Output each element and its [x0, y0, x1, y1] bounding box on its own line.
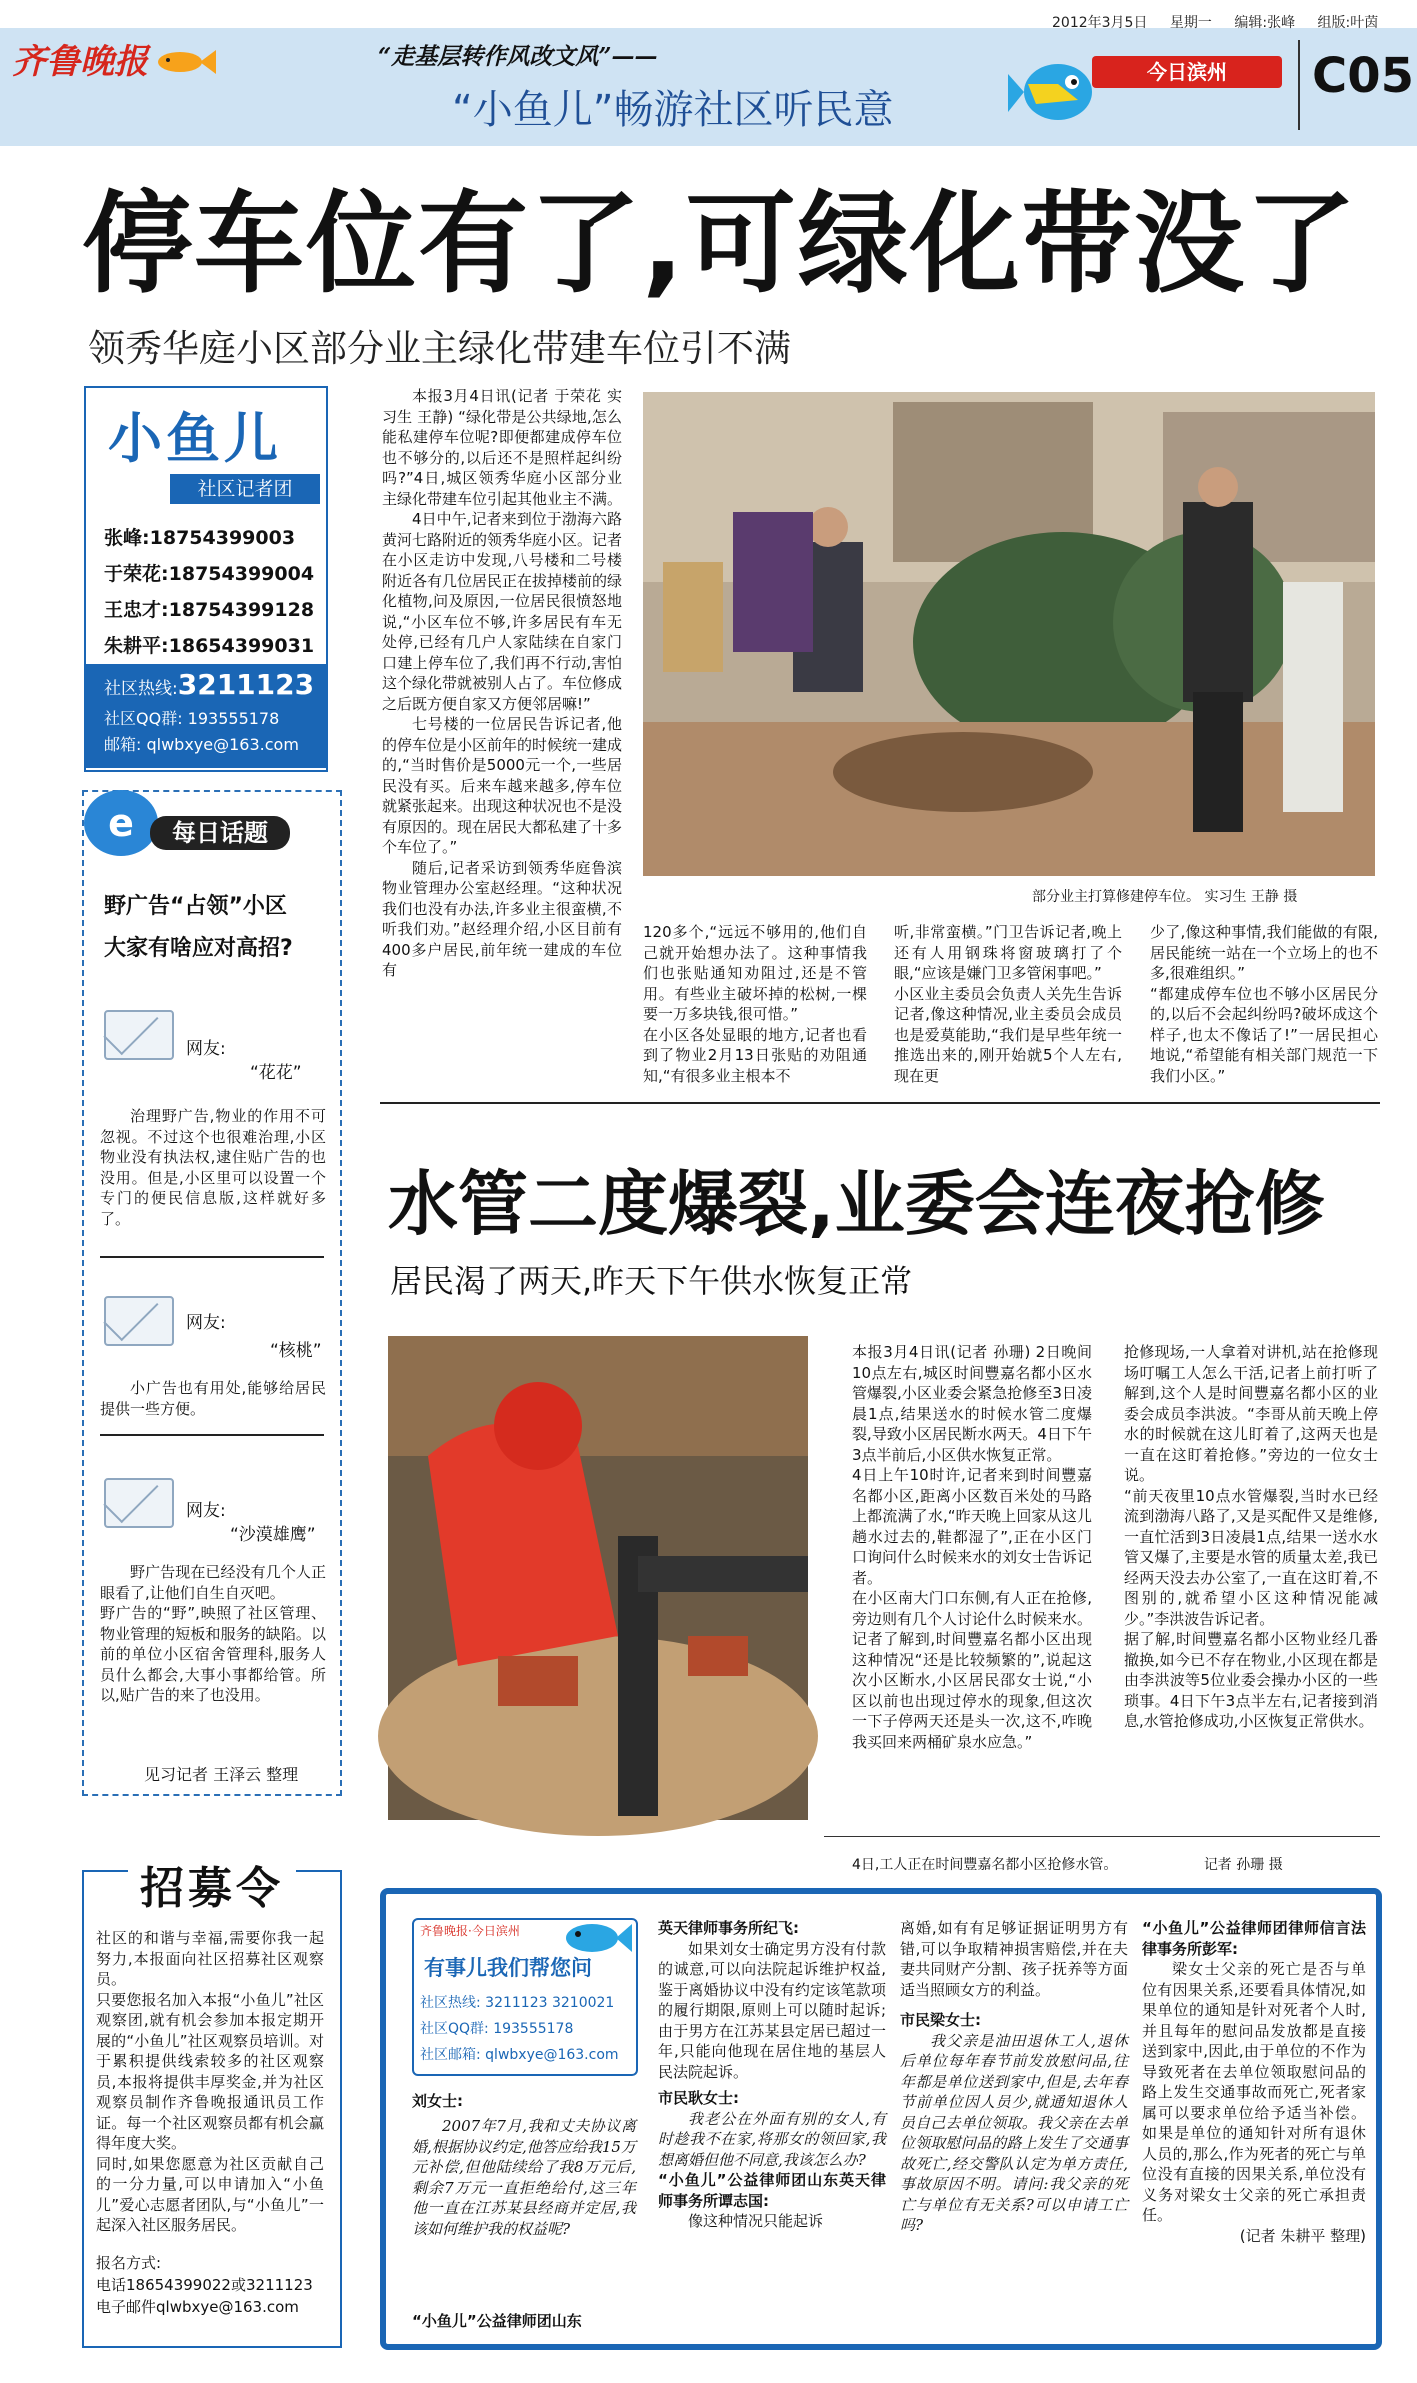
mail-icon	[104, 1478, 174, 1528]
question-head: 市民梁女士:	[900, 2011, 981, 2029]
page-number: C05	[1312, 48, 1415, 104]
hotline-label: 社区热线:	[104, 679, 178, 699]
hotline-number: 3211123	[177, 668, 315, 701]
reporter-row: 于荣花:18754399004	[104, 563, 315, 585]
help-col4	[1142, 1918, 1366, 2330]
help-email: 社区邮箱: qlwbxye@163.com	[420, 2047, 619, 2063]
layout-credit: 组版:叶茵	[1317, 15, 1379, 31]
story1-photo	[643, 392, 1375, 876]
paragraph: 梁女士父亲的死亡是否与单位有因果关系,还要看具体情况,如果单位的通知是针对死者个人时,并且每年的慰问品发放都是直接送到家中,因此,由于单位的不作为导致死者在去单位领取慰问品的路上发生交通事故而死亡,死者家属可以要求单位给予适当补偿。如果是单位的通知针对所有退休人员的,那么,作为死者的死亡与单位没有直接的因果关系,单位没有义务对梁女士父亲的死亡承担责任。	[1142, 1960, 1366, 2224]
sidebar-qq: 社区QQ群: 193555178	[104, 709, 280, 728]
recruit-phone: 电话18654399022或3211123	[96, 2276, 313, 2294]
paragraph: 随后,记者采访到领秀华庭鲁滨物业管理办公室赵经理。“这种状况我们也没有办法,许多业主很蛮横,不听我们劝。”赵经理介绍,小区目前有400多户居民,前年统一建成的车位有	[382, 858, 622, 979]
reporter-row: 张峰:18754399003	[104, 527, 296, 549]
help-hotline: 社区热线: 3211123 3210021	[420, 1995, 615, 2011]
slogan: “走基层转作风改文风”——	[378, 43, 658, 70]
topic-reply: 治理野广告,物业的作用不可忽视。不过这个也很难治理,小区物业没有执法权,逮住贴广告的也没用。但是,小区里可以设置一个专门的便民信息版,这样就好多了。	[100, 1107, 326, 1228]
header-divider	[1298, 40, 1300, 130]
paragraph: 如果刘女士确定男方没有付款的诚意,可以向法院起诉维护权益,鉴于离婚协议中没有约定该笔款项的履行期限,原则上可以随时起诉;由于男方在江苏某县定居已超过一年,只能向他现在居住地的基层人民法院起诉。	[658, 1939, 886, 2081]
paragraph: 4日中午,记者来到位于渤海六路黄河七路附近的领秀华庭小区。记者在小区走访中发现,八号楼和二号楼附近各有几位居民正在拔掉楼前的绿化植物,问及原因,一位居民很愤怒地说,“小区车位不够,许多居民有车无处停,已经有几户人家陆续在自家门口建上停车位了,我们再不行动,害怕这个绿化带就被别人占了。车位修成之后既方便自家又方便邻居嘛!”	[382, 510, 623, 713]
reporter-phone: 18654399031	[168, 635, 315, 657]
story2-col2: 抢修现场,一人拿着对讲机,站在抢修现场叮嘱工人怎么干活,记者上前打听了解到,这个人是时间豐嘉名都小区的业委会成员李洪波。“李哥从前天晚上停水的时候就在这儿盯着了,这两天也是一直在这盯着抢修。”旁边的一位女士说。 “前天夜里10点水管爆裂,当时水已经流到渤海八路了,又是买配件又是维修,一直忙活到3日凌晨1点,结果一送水水管又爆了,主要是水管的质量太差,我已经两天没去办公室了,一直在这盯着,不图别的,就希望小区这种情况能减少。”李洪波告诉记者。 据了解,时间豐嘉名都小区物业经几番撤换,如今已不存在物业,小区现在都是由李洪波等5位业委会操办小区的一些琐事。4日下午3点半左右,记者接到消息,水管抢修成功,小区恢复正常供水。	[1124, 1343, 1378, 1730]
answer-head: “小鱼儿”公益律师团山东英天律师事务所谭志国:	[658, 2171, 886, 2210]
paragraph: 像这种情况只能起诉	[688, 2212, 824, 2230]
story1-col2: 120多个,“远远不够用的,他们自己就开始想办法了。这种事情我们也张贴通知劝阻过,还是不管用。有些业主破坏掉的松树,一棵要一万多块钱,很可惜。” 在小区各处显眼的地方,记者也看到了物业2月13日张贴的劝阻通知,“有很多业主根本不	[643, 923, 867, 1085]
reporter-row: 王忠才:18754399128	[104, 599, 315, 621]
reporter-phone: 18754399003	[149, 527, 296, 549]
story1-col3: 听,非常蛮横。”门卫告诉记者,晚上还有人用钢珠将窗玻璃打了个眼,“应该是嫌门卫多管闲事吧。” 小区业主委员会负责人关先生告诉记者,像这种情况,业主委员会成员也是爱莫能助,“我们是早些年统一推选出来的,刚开始就5个人左右,现在更	[894, 923, 1122, 1085]
caption-credit: 记者 孙珊 摄	[1203, 1857, 1283, 1873]
story1-headline: 停车位有了,可绿化带没了	[82, 180, 1358, 308]
story2-col1: 本报3月4日讯(记者 孙珊) 2日晚间10点左右,城区时间豐嘉名都小区水管爆裂,小区业委会紧急抢修至3日凌晨1点,结果送水的时候水管二度爆裂,导致小区居民断水两天。4日下午3点半前后,小区供水恢复正常。 4日上午10时许,记者来到时间豐嘉名都小区,距离小区数百米处的马路上都流满了水,“昨天晚上回家从这儿趟水过去的,鞋都湿了”,正在小区门口询问什么时候来水的刘女士告诉记者。 在小区南大门口东侧,有人正在抢修,旁边则有几个人讨论什么时候来水。 记者了解到,时间豐嘉名都小区出现这种情况“还是比较频繁的”,说起这次小区断水,小区居民邵女士说,“小区以前也出现过停水的现象,但这次一下子停两天还是头一次,这不,咋晚我买回来两桶矿泉水应急。”	[852, 1343, 1093, 1751]
paragraph: 我老公在外面有别的女人,有时趁我不在家,将那女的领回家,我想离婚但他不同意,我该怎么办?	[658, 2109, 886, 2169]
section-badge: 今日滨州	[1092, 56, 1282, 88]
mail-icon	[104, 1296, 174, 1346]
recruit-email: 电子邮件qlwbxye@163.com	[96, 2298, 299, 2316]
story1-col1	[382, 386, 622, 1070]
reporter-list	[104, 520, 314, 664]
masthead-logo: 齐鲁晚报	[12, 42, 148, 82]
paragraph: 本报3月4日讯(记者 于荣花 实习生 王静) “绿化带是公共绿地,怎么能私建停车位呢?即便都建成停车位也不够分的,以后还不是照样起纠纷吗?”4日,城区领秀华庭小区部分业主绿化带建车位引起其他业主不满。	[382, 387, 623, 508]
story1-col4: 少了,像这种事情,我们能做的有限,居民能统一站在一个立场上的也不多,很难组织。” “都建成停车位也不够小区居民分的,以后不会起纠纷吗?破坏成这个样子,也太不像话了!”一居民担心地说,“希望能有相关部门规范一下我们小区。”	[1150, 923, 1378, 1085]
topic-reply: 小广告也有用处,能够给居民提供一些方便。	[100, 1379, 326, 1418]
story1-subhead: 领秀华庭小区部分业主绿化带建车位引不满	[88, 327, 791, 370]
paragraph: 我父亲是油田退休工人,退休后单位每年春节前发放慰问品,往年都是单位送到家中,但是,去年春节前单位因人员少,就通知退休人员自己去单位领取。我父亲在去单位领取慰问品的路上发生了交通事故死亡,经交警队认定为单方责任,事故原因不明。请问:我父亲的死亡与单位有无关系?可以申请工亡吗?	[900, 2031, 1128, 2234]
date-line	[1052, 12, 1378, 32]
story1-photo-caption: 部分业主打算修建停车位。 实习生 王静 摄	[1032, 889, 1298, 905]
answer-head: 英天律师事务所纪飞:	[658, 1919, 799, 1937]
topic-byline: 见习记者 王泽云 整理	[144, 1765, 299, 1784]
answer-head: “小鱼儿”公益律师团律师信言法律事务所彭军:	[1142, 1919, 1366, 1958]
story2-subhead: 居民渴了两天,昨天下午供水恢复正常	[390, 1262, 913, 1300]
help-q1-body: 2007年7月,我和丈夫协议离婚,根据协议约定,他答应给我15万元补偿,但他陆续给了我8万元后,剩余7万元一直拒绝给付,这三年他一直在江苏某县经商并定居,我该如何维护我的权益呢?	[412, 2117, 636, 2238]
topic-badge: 每日话题	[150, 816, 290, 850]
netizen-label: 网友:	[186, 1039, 226, 1059]
help-q1-title: 刘女士:	[412, 2092, 463, 2110]
netizen-name: “核桃”	[270, 1341, 322, 1361]
reporter-name: 朱耕平	[104, 635, 162, 657]
editor-credit: 编辑:张峰	[1234, 15, 1296, 31]
help-qq: 社区QQ群: 193555178	[420, 2021, 574, 2037]
section-rule	[380, 1102, 1380, 1104]
help-col3	[900, 1918, 1128, 2330]
topic-divider	[100, 1434, 324, 1436]
byline: (记者 朱耕平 整理)	[1239, 2226, 1366, 2245]
sidebar-hotline	[104, 668, 314, 701]
sidebar-email: 邮箱: qlwbxye@163.com	[104, 735, 299, 754]
recruit-body: 社区的和谐与幸福,需要你我一起努力,本报面向社区招募社区观察员。 只要您报名加入本报“小鱼儿”社区观察团,就有机会参加本报定期开展的“小鱼儿”社区观察员培训。对于累积提供线索较多的社区观察员,本报将提供丰厚奖金,并为社区观察员制作齐鲁晚报通讯员工作证。每一个社区观察员都有机会赢得年度大奖。 同时,如果您愿意为社区贡献自己的一分力量,可以申请加入“小鱼儿”爱心志愿者团队,与“小鱼儿”一起深入社区服务居民。	[96, 1929, 324, 2234]
netizen-name: “花花”	[250, 1063, 302, 1083]
story2-photo	[388, 1336, 808, 1820]
topic-e-icon: e	[84, 790, 158, 856]
reporter-name: 张峰	[104, 527, 143, 549]
reporter-name: 王忠才	[104, 599, 162, 621]
netizen-label: 网友:	[186, 1313, 226, 1333]
topic-question: 野广告“占领”小区 大家有啥应对高招?	[104, 894, 293, 961]
mail-icon	[104, 1010, 174, 1060]
paragraph: 七号楼的一位居民告诉记者,他的停车位是小区前年的时候统一建成的,“当时售价是5000元一个,一些居民没有买。后来车越来越多,停车位就紧张起来。出现这种状况也不是没有原因的。现在居民大都私建了十多个车位了。”	[382, 715, 623, 856]
help-q1-tail: “小鱼儿”公益律师团山东	[412, 2312, 582, 2330]
help-title: 有事儿我们帮您问	[424, 1956, 592, 1980]
paragraph: 离婚,如有有足够证据证明男方有错,可以争取精神损害赔偿,并在夫妻共同财产分割、孩子抚养等方面适当照顾女方的利益。	[900, 1919, 1128, 1999]
topic-divider	[100, 1256, 324, 1258]
story2-photo-caption	[852, 1854, 1283, 1874]
issue-weekday: 星期一	[1169, 15, 1212, 31]
recruit-signup-label: 报名方式:	[96, 2254, 162, 2272]
reporter-phone: 18754399128	[168, 599, 315, 621]
caption-rule	[824, 1836, 1380, 1837]
netizen-name: “沙漠雄鹰”	[230, 1525, 316, 1545]
reporter-name: 于荣花	[104, 563, 162, 585]
help-col2	[658, 1918, 886, 2330]
netizen-label: 网友:	[186, 1501, 226, 1521]
issue-date: 2012年3月5日	[1052, 15, 1148, 31]
question-head: 市民耿女士:	[658, 2089, 739, 2107]
help-logo-text: 齐鲁晚报·今日滨州	[420, 1924, 520, 1938]
reporter-row: 朱耕平:18654399031	[104, 635, 315, 657]
sidebar-brand: 小鱼儿	[108, 407, 282, 470]
series-title: “小鱼儿”畅游社区听民意	[452, 87, 894, 133]
caption-text: 4日,工人正在时间豐嘉名都小区抢修水管。	[852, 1857, 1118, 1873]
reporter-phone: 18754399004	[168, 563, 315, 585]
story2-headline: 水管二度爆裂,业委会连夜抢修	[388, 1163, 1325, 1245]
recruit-title: 招募令	[128, 1852, 296, 1916]
sidebar-team-label: 社区记者团	[170, 474, 320, 504]
topic-reply: 野广告现在已经没有几个人正眼看了,让他们自生自灭吧。 野广告的“野”,映照了社区管理、物业管理的短板和服务的缺陷。以前的单位小区宿舍管理科,服务人员什么都会,大事小事都给管。所以,贴广告的来了也没用。	[100, 1563, 326, 1704]
fish-decoration-left	[150, 40, 220, 80]
